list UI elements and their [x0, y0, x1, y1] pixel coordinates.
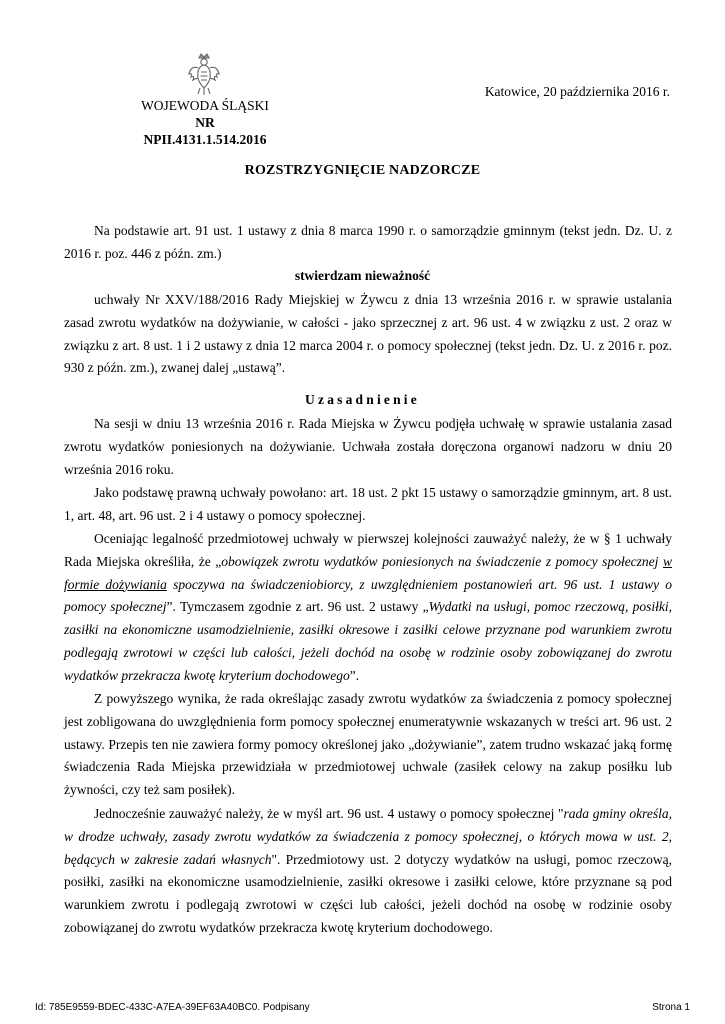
quote-run: spoczywa na świadczeniobiorcy, z uwzględnieniem postanowień art. 96 ust. 1 ustawy o pomocy społecznej	[64, 576, 672, 615]
text-run: Jednocześnie zauważyć należy, że w myśl art. 96 ust. 4 ustawy o pomocy społecznej "	[94, 806, 564, 821]
footer-page-number: Strona 1	[652, 1002, 690, 1013]
justification-heading: Uzasadnienie	[305, 392, 420, 407]
eagle-emblem-icon	[187, 52, 221, 96]
legal-basis-paragraph: Na podstawie art. 91 ust. 1 ustawy z dnia 8 marca 1990 r. o samorządzie gminnym (tekst jedn. Dz. U. z 2016 r. poz. 446 z późn. zm.)	[64, 223, 672, 261]
text-run: Oceniając legalność przedmiotowej uchwały w pierwszej kolejności zauważyć należy, że w § 1 uchwały Rada Miejska określiła, że „	[64, 531, 672, 569]
issuer-block	[140, 97, 270, 148]
paragraph-session: Na sesji w dniu 13 września 2016 r. Rada Miejska w Żywcu podjęła uchwałę w sprawie ustalania zasad zwrotu wydatków poniesionych na dożywianie. Uchwała została doręczona organowi nadzoru w dniu 20 września 2016 roku.	[64, 416, 672, 477]
case-number: NR NPII.4131.1.514.2016	[143, 115, 267, 147]
paragraph-conclusion: Z powyższego wynika, że rada określając zasady zwrotu wydatków za świadczenia z pomocy społecznej jest zobligowana do uwzględnienia form pomocy społecznej enumeratywnie wskazanych w treści art. 96 ust. 2 ustawy. Przepis ten nie zawiera formy pomocy określonej jako „dożywianie”, zatem trudno wskazać jaką formę świadczenia Rada Miejska przewidziała w przedmiotowej uchwale (zasiłek celowy na zakup posiłku lub żywności, czy też sam posiłek).	[64, 691, 672, 798]
verdict-heading: stwierdzam nieważność	[294, 268, 431, 283]
paragraph-art-96	[64, 803, 672, 940]
verdict-paragraph: uchwały Nr XXV/188/2016 Rady Miejskiej w Żywcu z dnia 13 września 2016 r. w sprawie ustalania zasad zwrotu wydatków na dożywianie, w całości - jako sprzecznej z art. 96 ust. 4 w związku z ust. 2 oraz w związku z art. 8 ust. 1 i 2 ustawy z dnia 12 marca 2004 r. o pomocy społecznej (tekst jedn. Dz. U. z 2016 r. poz. 930 z późn. zm.), zwanej dalej „ustawą”.	[64, 292, 672, 376]
place-date: Katowice, 20 października 2016 r.	[484, 84, 670, 99]
text-run: ". Przedmiotowy ust. 2 dotyczy wydatków na usługi, pomoc rzeczową, posiłki, zasiłki na ekonomiczne usamodzielnienie, zasiłki okresowe i zasiłki celowe, które przyznane są pod warunkiem zwrotu i podlegają zwrotowi w części lub całości, jeżeli dochód na osobę w rodzinie osoby zobowiązanej do zwrotu wydatków przekracza kwotę kryterium dochodowego.	[64, 851, 672, 935]
quote-run: obowiązek zwrotu wydatków poniesionych na świadczenie z pomocy społecznej	[221, 553, 663, 569]
quote-run: rada gminy określa, w drodze uchwały, zasady zwrotu wydatków za świadczenia z pomocy społecznej, o których mowa w ust. 2, będących w zakresie zadań własnych	[64, 806, 672, 867]
text-run: ”. Tymczasem zgodnie z art. 96 ust. 2 ustawy „	[166, 599, 429, 615]
paragraph-legality	[64, 528, 672, 688]
page-title: ROZSTRZYGNIĘCIE NADZORCZE	[244, 163, 481, 178]
quote-run: Wydatki na usługi, pomoc rzeczową, posiłki, zasiłki na ekonomiczne usamodzielnienie, zasiłki okresowe i zasiłki celowe przyznane pod warunkiem zwrotu podlegają zwrotowi w części lub całości, jeżeli dochód na osobę w rodzinie osoby zobowiązanej do zwrotu wydatków przekracza kwotę kryterium dochodowego	[64, 599, 673, 683]
footer-document-id: Id: 785E9559-BDEC-433C-A7EA-39EF63A40BC0. Podpisany	[35, 1002, 310, 1013]
issuer-name: WOJEWODA ŚLĄSKI	[141, 98, 269, 113]
paragraph-legal-basis: Jako podstawę prawną uchwały powołano: art. 18 ust. 2 pkt 15 ustawy o samorządzie gminnym, art. 8 ust. 1, art. 48, art. 96 ust. 2 i 4 ustawy o pomocy społecznej.	[64, 485, 672, 523]
text-run: ”.	[349, 667, 360, 683]
underlined-quote-run: w formie dożywiania	[64, 553, 672, 592]
